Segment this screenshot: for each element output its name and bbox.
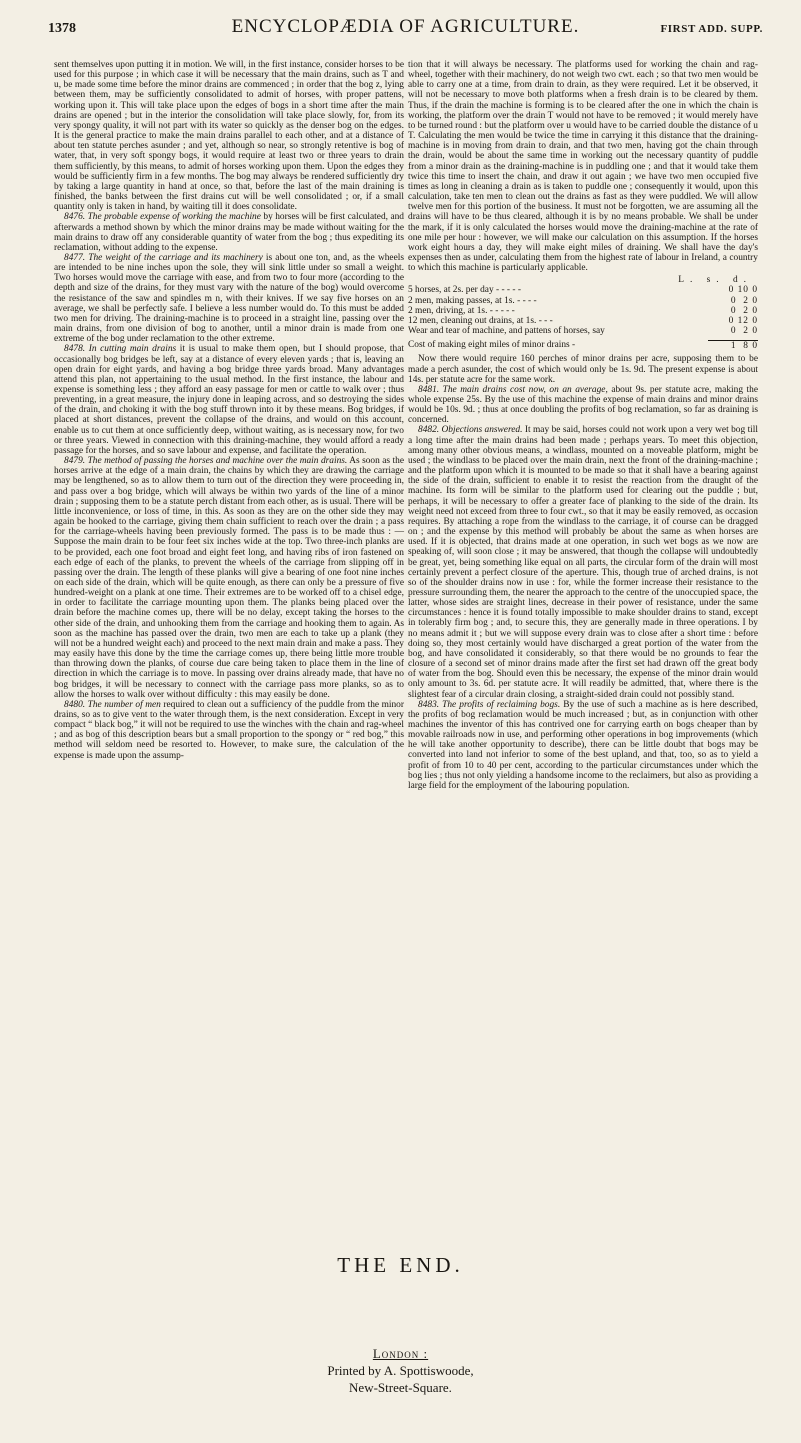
paragraph-per-acre: Now there would require 160 perches of minor drains per acre, supposing them to be made a perch asunder, the cost of which would only be 1s. 9d. The present expense is about 14s. per statute acre for the same work.	[408, 354, 758, 385]
supplement-label: FIRST ADD. SUPP.	[660, 23, 763, 35]
left-column	[54, 60, 404, 761]
section-label: 8477. The weight of the carriage and its machinery	[64, 252, 263, 263]
currency-header: L. s. d.	[678, 275, 752, 286]
cost-row: 5 horses, at 2s. per day - - - - - 0 10 0	[408, 285, 758, 296]
paragraph-8483: 8483. The profits of reclaiming bogs. By the use of such a machine as is here described, the profits of bog reclamation would be much increased ; but, as in conjunction with other machines the inventor of this has contrived one for carrying earth on bogs cheaper than by movable railroads now in use, and performing other operations in bog improvements (which he will take another opportunity to describe), there can be little doubt that bogs may be converted into land not inferior to some of the best upland, and that, too, so as to yield a profit of from 10 to 40 per cent, according to the particular circumstances under which the bog lies ; thus not only yielding a handsome income to the reclaimers, but also as providing a large field for the employment of the labouring population.	[408, 699, 758, 791]
paragraph-continued: tion that it will always be necessary. The platforms used for working the chain and rag-wheel, together with their machinery, do not weigh two cwt. each ; so that two men would be able to carry one at a time, from drain to drain, as they were required. Let it be observed, it will not be necessary to move both platforms when a fresh drain is to be cleared by them. Thus, if the drain the machine is forming is to be cleared after the one in which the chain is working, the platform over the drain T would not have to be removed ; it would merely have to be turned round : but the platform over u would have to be carried double the distance of u T. Calculating the men would be twice the time in carrying it this distance that the draining-machine is in moving from drain to drain, and that two men, having got the chain through the drain, would be about the same time in working out the necessary quantity of puddle from a minor drain as the draining-machine is in puddling one ; and that it would take them twice this time to insert the chain, and draw it out again ; we have two men occupied five times as long in cleaning a drain as is taken to puddle one ; consequently it would, upon this calculation, take ten men to clean out the drains as fast as they were puddled. We will allow twelve men for this portion of the business. It must not be forgotten, we are assuming all the drains will have to be thus cleared, although it is by no means probable. We shall be under the mark, if it is only calculated the horses would move the draining-machine at the rate of one mile per hour : however, we will make our calculation on this assumption. If the horses work eight hours a day, they will make eight miles of draining. We shall have the day's expenses then as under, calculating them from the highest rate of labour in Ireland, a country to which this machine is particularly applicable.	[408, 60, 758, 274]
imprint-street: New-Street-Square.	[349, 1380, 452, 1395]
cost-row: Wear and tear of machine, and pattens of horses, say 0 2 0	[408, 326, 758, 337]
running-title: ENCYCLOPÆDIA OF AGRICULTURE.	[231, 16, 580, 37]
cost-row: 2 men, making passes, at 1s. - - - - 0 2 0	[408, 295, 758, 306]
cost-row: 2 men, driving, at 1s. - - - - - 0 2 0	[408, 305, 758, 316]
imprint-printer: Printed by A. Spottiswoode,	[327, 1363, 474, 1378]
paragraph-8479: 8479. The method of passing the horses and machine over the main drains. As soon as the horses arrive at the edge of a main drain, the chains by which they are drawing the carriage may be lengthened, so as to allow them to turn out of the direction they were proceeding in, and pass over a bog bridge, which will always be within two yards of the line of a minor drain ; supposing them to be a statute perch distant from each other, as is usual. There will be little inconvenience, or loss of time, in this. As soon as they are on the other side they may again be hooked to the carriage, giving them chain sufficient to reach over the drain ; a pass for the carriage-wheels having been previously formed. The pass is to be made thus : — Suppose the main drain to be four feet six inches wide at the top. Two three-inch planks are to be provided, each one foot broad and eight feet long, and having ribs of iron fastened on each edge of each of the planks, to prevent the wheels of the carriage from slipping off in passing over the drain. The length of these planks will give a bearing of one foot nine inches on each side of the drain, which will be quite enough, as there can only be a pressure of five hundred-weight on a plank at one time. Their extremes are to be worked off to a chisel edge, in order to facilitate the carriage mounting upon them. The planks being placed over the drain before the machine comes up, there will be no delay, except taking the horses to the other side of the drain, and unhooking them from the carriage and hooking them to again. As soon as the machine has passed over the drain, two men are each to take up a plank (they will not be a hundred weight each) and proceed to the next main drain and make a pass. They may easily have this done by the time the carriage comes up, there being little more trouble than throwing down the planks, of course due care being taken to place them in the line of direction in which the carriage is to move. In passing over drains already made, that have no bog bridges, it will be necessary to connect with the carriage pass more planks, so as to allow the horses to walk over without difficulty : this may easily be done.	[54, 456, 404, 700]
section-label: 8482. Objections answered.	[418, 425, 523, 436]
printer-imprint	[0, 1345, 801, 1396]
page-number: 1378	[48, 21, 76, 36]
section-label: 8476. The probable expense of working the machine	[64, 212, 261, 223]
running-header	[48, 13, 763, 39]
cost-total-row: Cost of making eight miles of minor drains - 1 8 0	[408, 340, 758, 352]
paragraph-8480: 8480. The number of men required to clean out a sufficiency of the puddle from the minor drains, so as to give vent to the water through them, is the next consideration. Except in very compact “ black bog,” it will not be required to use the winches with the chain and rag-wheel ; and as bog of this description bears but a small proportion to the spongy or “ red bog,” this method will seldom need be resorted to. However, to make sure, the calculation of the expense is made upon the assump-	[54, 699, 404, 761]
cost-row: 12 men, cleaning out drains, at 1s. - - - 0 12 0	[408, 315, 758, 326]
cost-table	[408, 275, 758, 351]
section-label: 8480. The number of men	[64, 699, 161, 710]
section-label: 8483. The profits of reclaiming bogs.	[418, 699, 561, 710]
paragraph-8476: 8476. The probable expense of working the machine by horses will be first calculated, and afterwards a method shown by which the minor drains may be made without waiting for the main drains to draw off any considerable quantity of water from the bog ; thus expediting its reclamation, without adding to the expense.	[54, 212, 404, 253]
paragraph-8478: 8478. In cutting main drains it is usual to make them open, but I should propose, that occasionally bog bridges be left, say at a distance of every eleven yards ; that is, leaving an open drain for eight yards, and having a bog bridge three yards broad. Many advantages attend this plan, not appertaining to the usual method. In the first instance, the labour and expense is something less ; they afford an easy passage for men or cattle to walk over ; thus preventing, in a great measure, the injury done in leaping across, and so destroying the sides of the drain, and choking it with the bog stuff thrown into it by these means. Bog bridges, if placed at short distances, prevent the collapse of the drains, and would on this account, enable us to cut them at once sufficiently deep, without waiting, as is necessary now, for two or three years. Viewed in connection with this draining-machine, they would afford a ready passage for the horses, and so save labour and expense, and facilitate the operation.	[54, 344, 404, 456]
paragraph-8481: 8481. The main drains cost now, on an average, about 9s. per statute acre, making the whole expense 25s. By the use of this machine the expense of main drains and minor drains would be 10s. 9d. ; thus at once doubling the profits of bog reclamation, so far as draining is concerned.	[408, 384, 758, 426]
imprint-city: London :	[372, 1346, 429, 1361]
the-end-heading: THE END.	[337, 1253, 464, 1277]
section-label: 8481. The main drains cost now, on an average,	[418, 384, 608, 395]
section-label: 8478. In cutting main drains	[64, 344, 177, 355]
paragraph-intro: sent themselves upon putting it in motion. We will, in the first instance, consider horses to be used for this purpose ; in which case it will be necessary that the main drains, such as T and u, be made some time before the minor drains are commenced ; in order that the bog z, lying between them, may be sufficiently consolidated to admit of horses, with proper pattens, working upon it. This will take place upon the edges of bogs in a short time after the main drains are opened ; but in the interior the consolidation will take place slowly, for, from its very spongy quality, it will not part with its water so quickly as the denser bog on the edges. It is the general practice to make the main drains parallel to each other, and at a distance of about ten statute perches asunder ; and yet, although so near, so strongly retentive is bog of water, that, in very soft spongy bogs, it would require at least two or three years to drain them sufficiently, by this means, to admit of horses working upon them. Upon the edges they would be sufficiently firm in a few months. The bog may always be rendered sufficiently dry by taking a large quantity in hand at once, so that, before the last of the main draining is finished, the banks between the first drains cut will be well consolidated ; or, if a small quantity only is taken in hand, by waiting till it does consolidate.	[54, 60, 404, 213]
right-column	[408, 60, 758, 791]
section-label: 8479. The method of passing the horses and machine over the main drains.	[64, 456, 348, 467]
paragraph-8482: 8482. Objections answered. It may be said, horses could not work upon a very wet bog till a long time after the main drains had been made ; perhaps years. To meet this objection, among many other obvious means, a windlass, mounted on a moveable platform, might be used ; the windlass to be placed over the main drain, next the front of the draining-machine ; and the platform upon which it is mounted to be made so that it shall have a bearing against the side of the drain, sufficient to enable it to resist the reaction from the draught of the machine. Its form will be similar to the platform used for clearing out the puddle ; but, perhaps, it will be necessary to offer a greater face of planking to the side of the drain. Its weight need not exceed from three to four cwt., so that it may be easily removed, as occasion requires. By attaching a rope from the windlass to the carriage, it of course can be dragged on ; and the expense by this method will probably be about the same as when horses are used. If it is objected, that drains made at one operation, in such wet bogs as we now are speaking of, will soon close ; it may be answered, that though the collapse will undoubtedly be great, yet, being something like equal on all parts, the circular form of the drain will most certainly prevent a perfect closure of the aperture. This, though true of arched drains, is not so of the shoulder drains now in use : for, while the former increase their resistance to the pressure surrounding them, the nearer the approach to the centre of the unoccupied space, the latter, whose sides are straight lines, decrease in their power of resistance, under the same circumstances : hence it is found totally impossible to make shoulder drains to stand, except in tolerably firm bog ; and, to secure this, they are generally made in three operations. I by no means admit it ; but we will suppose every drain was to close after a short time : before doing so, they most certainly would have discharged a great portion of the water from the bog, and have consolidated it considerably, so that there would be no grounds to fear the closure of a second set of minor drains made after the first set had drawn off the great body of water from the bog. Should even this be necessary, the expense of the minor drain would only amount to 3s. 6d. per statute acre. It will readily be admitted, that, where there is the slightest fear of a circular drain closing, a straight-sided drain could not possibly stand.	[408, 425, 758, 700]
paragraph-8477: 8477. The weight of the carriage and its machinery is about one ton, and, as the wheels are intended to be nine inches upon the sole, they will sink little under so small a weight. Two horses would move the carriage with ease, and from two to four more (according to the depth and size of the drains, for they must vary with the nature of the bog) would overcome the resistance of the saw and spindles m n, with their knives. If we say five horses on an average, we shall be perfectly safe. I believe a less number would do. To this must be added two men for driving. The draining-machine is to proceed in a straight line, passing over the main drains, from one division of bog to another, until a minor drain is made from one extreme of the bog under reclamation to the other extreme.	[54, 252, 404, 345]
